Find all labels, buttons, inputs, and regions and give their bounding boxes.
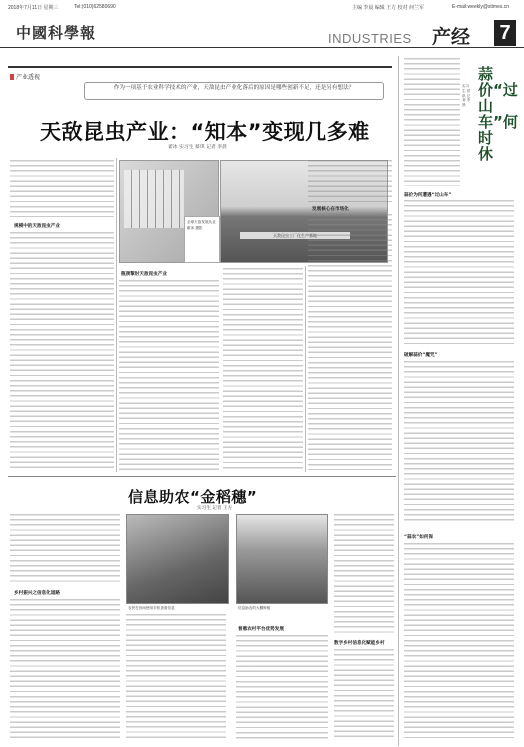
section-name: 产经 bbox=[432, 26, 471, 48]
insect-card-grid bbox=[124, 170, 184, 228]
column-divider bbox=[116, 158, 117, 472]
column-tag: 产业透视 bbox=[10, 72, 40, 81]
body-text-block bbox=[308, 214, 392, 470]
farmer-phone-photo bbox=[126, 514, 229, 604]
second-headline: 信息助农“金稻穗” bbox=[128, 488, 258, 506]
section-heading: 规模中的天敌昆虫产业 bbox=[14, 224, 60, 229]
column-divider bbox=[398, 56, 399, 746]
body-text-block bbox=[10, 232, 114, 470]
body-text-block bbox=[404, 361, 514, 521]
newspaper-logo: 中國科學報 bbox=[16, 24, 97, 42]
body-text-block bbox=[334, 649, 394, 741]
factory-banner: 天敌昆虫工厂化生产基地 bbox=[240, 232, 350, 239]
right-byline: 实习生 蔡琪 记者 李晨 bbox=[462, 84, 471, 108]
top-info-bar bbox=[0, 0, 524, 14]
body-text-block bbox=[404, 58, 460, 186]
photo-caption: 农民在田间使用手机查看信息 bbox=[128, 606, 175, 610]
body-text-block bbox=[404, 543, 514, 741]
body-text-block bbox=[10, 160, 114, 217]
section-heading: 发展核心在市场化 bbox=[312, 207, 349, 212]
main-headline: 天敌昆虫产业：“知本”变现几多难 bbox=[40, 120, 370, 144]
article-separator bbox=[8, 476, 396, 477]
second-byline: 实习生 记者 王方 bbox=[197, 506, 233, 511]
body-text-block bbox=[119, 280, 219, 470]
issue-date: 2018年7月11日 星期三 bbox=[8, 5, 59, 11]
column-rule bbox=[8, 66, 392, 68]
body-text-block bbox=[236, 635, 328, 741]
body-text-block bbox=[10, 599, 120, 741]
body-text-block bbox=[126, 614, 226, 741]
photo-caption: 信息助农的大棚种植 bbox=[238, 606, 271, 610]
right-headline: 蒜价“过山车”何时休 bbox=[478, 65, 518, 163]
body-text-block bbox=[223, 268, 303, 470]
section-heading: 破解蒜价“魔咒” bbox=[404, 353, 438, 358]
page-number: 7 bbox=[494, 20, 516, 46]
greenhouse-photo bbox=[236, 514, 328, 604]
body-text-block bbox=[404, 200, 514, 348]
body-text-block bbox=[334, 514, 394, 634]
article-summary: 作为一项基于农业科学技术的产业，天敌昆虫产业化落后的原因是哪些创新不足，还是另有想法？ bbox=[84, 82, 384, 100]
photo-caption: 全球天敌发展从业 翟冰 摄影 bbox=[184, 216, 220, 263]
section-name-english: INDUSTRIES bbox=[328, 31, 412, 46]
column-divider bbox=[305, 266, 306, 472]
editors-line: 主编 李晨 编辑 王方 校对 何兰军 bbox=[352, 5, 424, 11]
section-heading: 乡村振兴之信息化道路 bbox=[14, 591, 60, 596]
section-heading: “蒜农”如何保 bbox=[404, 535, 434, 540]
section-heading: 普惠农村平台优势发展 bbox=[238, 627, 284, 632]
section-heading: 瓶颈掣肘天敌昆虫产业 bbox=[121, 272, 167, 277]
section-heading: 数字乡村信息化赋能乡村 bbox=[334, 641, 385, 646]
body-text-block bbox=[10, 514, 120, 584]
telephone: Tel:(010)62580690 bbox=[74, 4, 116, 10]
main-byline: 翟冰 实习生 蔡琪 记者 李晨 bbox=[168, 145, 227, 150]
section-heading: 蒜价为何遭遇“过山车” bbox=[404, 193, 452, 198]
email: E-mail:weekly@stimes.cn bbox=[452, 4, 510, 10]
body-text-block bbox=[308, 160, 392, 204]
